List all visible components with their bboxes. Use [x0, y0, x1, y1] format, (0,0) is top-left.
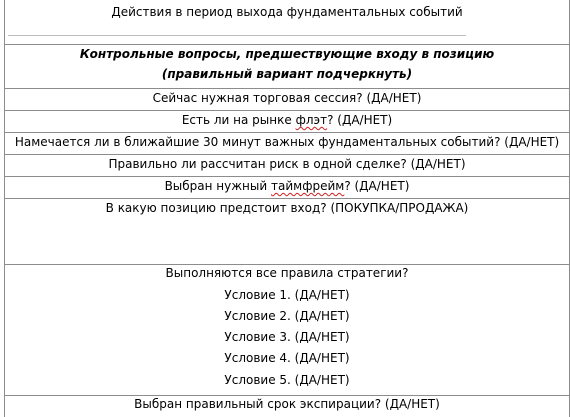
row-divider — [4, 176, 570, 177]
section-title: Контрольные вопросы, предшествующие входу в позицию — [79, 47, 495, 61]
question-flat-after: ? (ДА/НЕТ) — [327, 113, 393, 127]
spellcheck-flagged-word: флэт — [295, 113, 328, 127]
condition-3: Условие 3. (ДА/НЕТ) — [224, 330, 350, 344]
question-session: Сейчас нужная торговая сессия? (ДА/НЕТ) — [152, 91, 422, 105]
row-divider — [4, 110, 570, 111]
row-divider — [4, 395, 570, 396]
question-position: В какую позицию предстоит вход? (ПОКУПКА/ПРОДАЖА) — [105, 201, 469, 215]
question-timeframe-before: Выбран нужный — [164, 179, 271, 193]
strategy-question: Выполняются все правила стратегии? — [165, 266, 409, 280]
header-title: Действия в период выхода фундаментальных событий — [111, 5, 463, 19]
question-fundamental-events: Намечается ли в ближайшие 30 минут важных фундаментальных событий? (ДА/НЕТ) — [14, 135, 560, 149]
row-divider — [4, 198, 570, 199]
condition-5: Условие 5. (ДА/НЕТ) — [224, 373, 350, 387]
question-flat — [4, 113, 570, 128]
condition-1: Условие 1. (ДА/НЕТ) — [224, 288, 350, 302]
condition-2: Условие 2. (ДА/НЕТ) — [224, 309, 350, 323]
row-divider — [4, 264, 570, 265]
row-divider — [4, 44, 570, 45]
question-expiry: Выбран правильный срок экспирации? (ДА/НЕТ) — [134, 397, 440, 411]
question-risk: Правильно ли рассчитан риск в одной сделке? (ДА/НЕТ) — [108, 157, 466, 171]
condition-4: Условие 4. (ДА/НЕТ) — [224, 351, 350, 365]
row-divider — [4, 132, 570, 133]
header-underline — [8, 35, 466, 36]
section-subtitle: (правильный вариант подчеркнуть) — [161, 67, 413, 81]
question-timeframe-after: ? (ДА/НЕТ) — [344, 179, 410, 193]
question-flat-before: Есть ли на рынке — [181, 113, 296, 127]
row-divider — [4, 154, 570, 155]
question-timeframe — [4, 179, 570, 194]
spellcheck-flagged-word: таймфрейм — [271, 179, 345, 193]
row-divider — [4, 88, 570, 89]
